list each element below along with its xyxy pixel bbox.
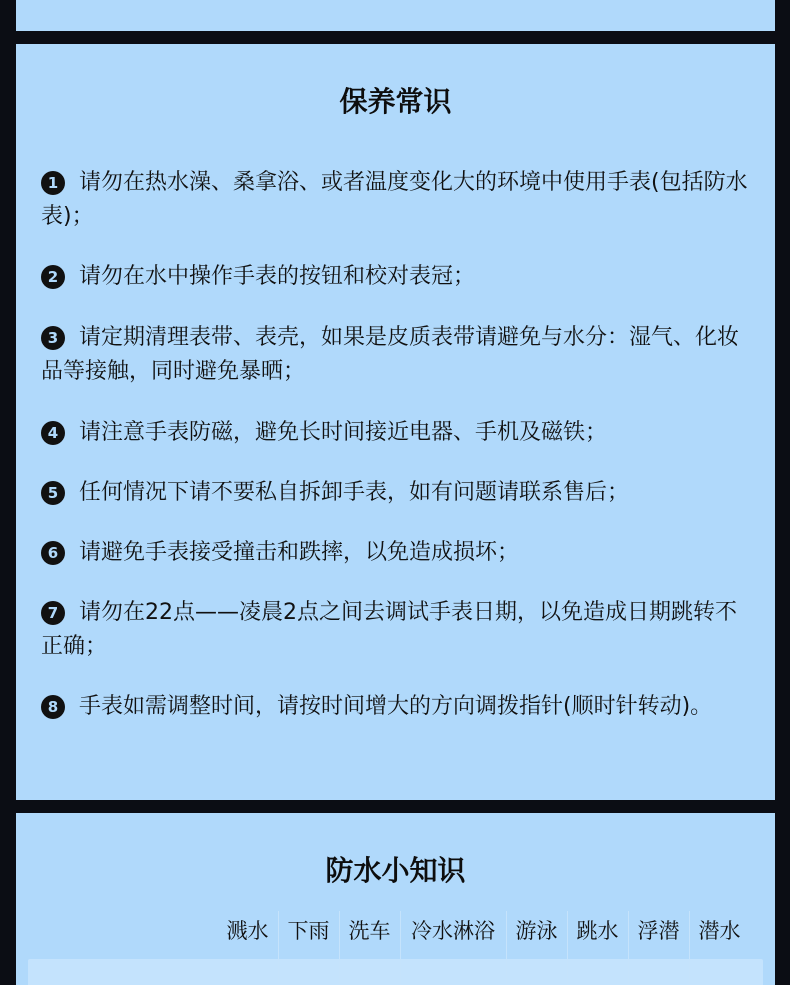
number-badge-icon: 3: [41, 326, 65, 350]
column-header: 游泳: [515, 919, 558, 943]
table-row: [28, 959, 763, 985]
care-item-text: 请勿在22点——凌晨2点之间去调试手表日期，以免造成日期跳转不正确；: [41, 600, 737, 659]
number-badge-icon: 6: [41, 541, 65, 565]
care-title: 保养常识: [339, 85, 452, 118]
care-item-text: 请勿在热水澡、桑拿浴、或者温度变化大的环境中使用手表(包括防水表)；: [41, 170, 748, 229]
care-item-8: [41, 690, 753, 724]
care-section: [16, 44, 775, 800]
column-header: 跳水: [576, 919, 619, 943]
care-item-5: [41, 476, 753, 510]
column-header: 洗车: [348, 919, 391, 943]
care-item-7: [41, 596, 753, 664]
care-item-text: 请注意手表防磁，避免长时间接近电器、手机及磁铁；: [79, 420, 608, 445]
care-item-text: 请勿在水中操作手表的按钮和校对表冠；: [79, 264, 476, 289]
care-item-1: [41, 166, 753, 234]
care-item-6: [41, 536, 753, 570]
care-item-text: 请避免手表接受撞击和跌摔，以免造成损坏；: [79, 540, 520, 565]
waterproof-table: [16, 911, 775, 985]
number-badge-icon: 5: [41, 481, 65, 505]
number-badge-icon: 2: [41, 265, 65, 289]
column-header: 冷水淋浴: [411, 919, 495, 943]
care-item-2: [41, 260, 753, 294]
care-item-text: 请定期清理表带、表壳，如果是皮质表带请避免与水分：湿气、化妆品等接触，同时避免暴晒；: [41, 325, 740, 384]
waterproof-title: 防水小知识: [325, 854, 466, 887]
number-badge-icon: 7: [41, 601, 65, 625]
care-item-4: [41, 416, 753, 450]
number-badge-icon: 1: [41, 171, 65, 195]
column-header: 下雨: [287, 919, 330, 943]
number-badge-icon: 8: [41, 695, 65, 719]
column-header: 潜水: [698, 919, 741, 943]
top-panel: [16, 0, 775, 31]
care-item-3: [41, 321, 753, 389]
number-badge-icon: 4: [41, 421, 65, 445]
column-header: 溅水: [226, 919, 269, 943]
waterproof-section: [16, 813, 775, 985]
column-header: 浮潜: [637, 919, 680, 943]
care-item-text: 任何情况下请不要私自拆卸手表，如有问题请联系售后；: [79, 480, 630, 505]
care-item-text: 手表如需调整时间，请按时间增大的方向调拨指针(顺时针转动)。: [79, 694, 713, 719]
